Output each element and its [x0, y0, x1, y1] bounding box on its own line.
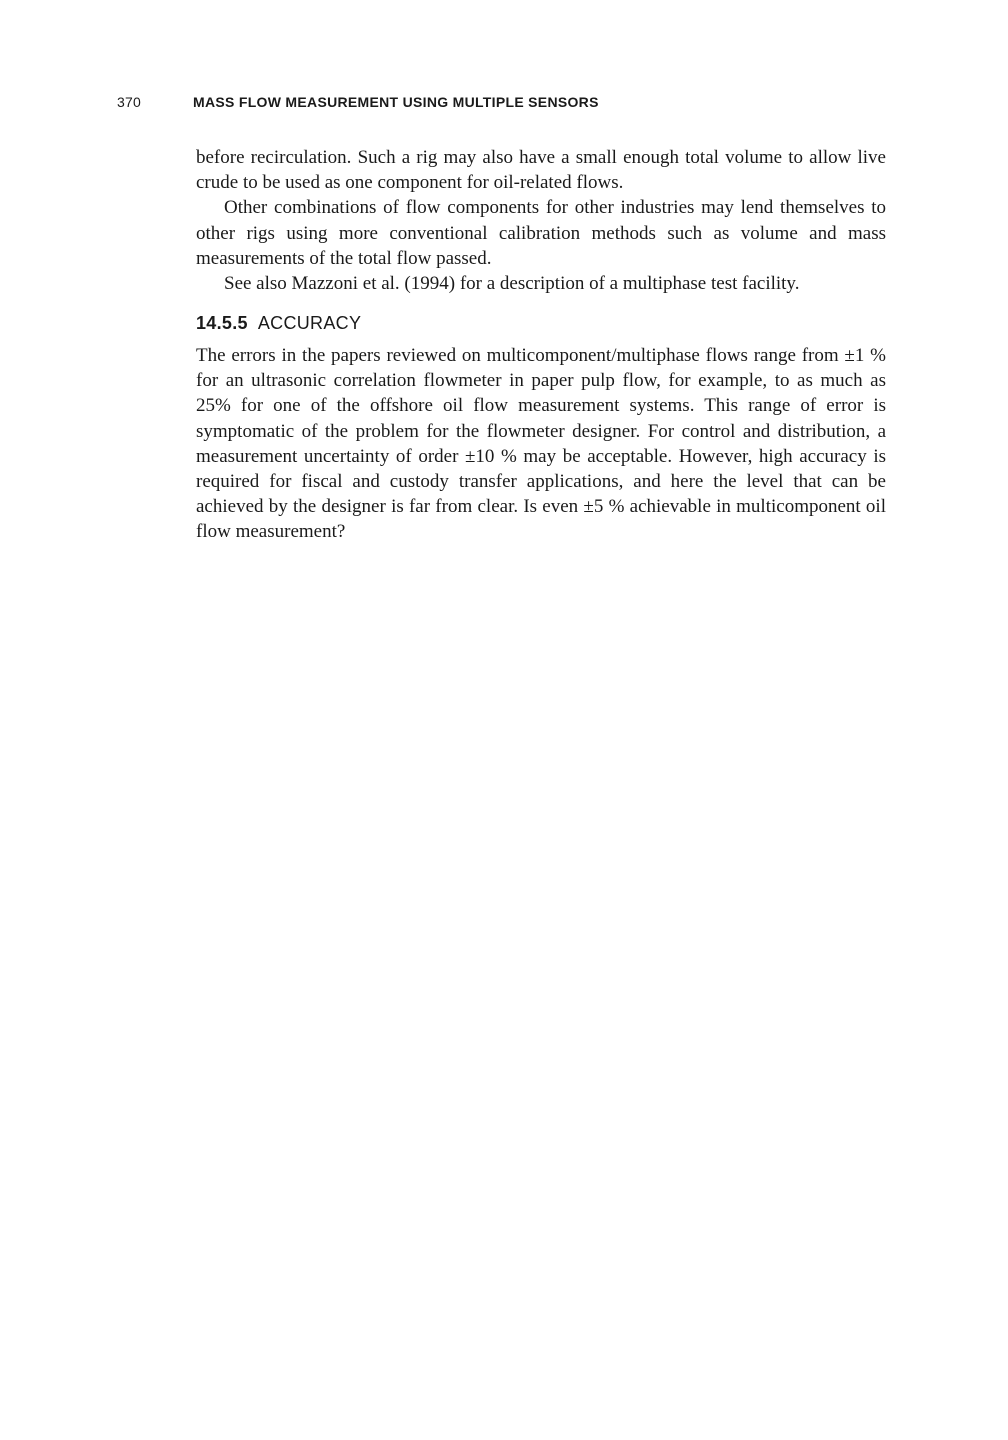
running-title: MASS FLOW MEASUREMENT USING MULTIPLE SENSORS [193, 94, 599, 110]
body-text-top [196, 145, 886, 296]
paragraph-other-combinations: Other combinations of flow components for other industries may lend themselves to other rigs using more conventional calibration methods such as volume and mass measurements of the total flow passed. [196, 197, 886, 269]
page-number: 370 [117, 94, 141, 110]
section-number: 14.5.5 [196, 313, 248, 333]
running-header [117, 94, 599, 110]
section-heading [196, 313, 361, 334]
section-title: ACCURACY [257, 313, 362, 333]
paragraph-see-also: See also Mazzoni et al. (1994) for a description of a multiphase test facility. [224, 273, 800, 295]
body-text-accuracy [196, 343, 886, 545]
paragraph-accuracy: The errors in the papers reviewed on multicomponent/multiphase flows range from ±1 % for an ultrasonic correlation flowmeter in paper pulp flow, for example, to as much as 25% for one of the offshore oil flow measurement systems. This range of error is symptomatic of the problem for the flowmeter designer. For control and distribution, a measurement uncertainty of order ±10 % may be acceptable. However, high accuracy is required for fiscal and custody transfer applications, and here the level that can be achieved by the designer is far from clear. Is even ±5 % achievable in multicomponent oil flow measurement? [196, 345, 886, 543]
paragraph-continuation: before recirculation. Such a rig may also have a small enough total volume to allow live crude to be used as one component for oil-related flows. [196, 147, 886, 194]
